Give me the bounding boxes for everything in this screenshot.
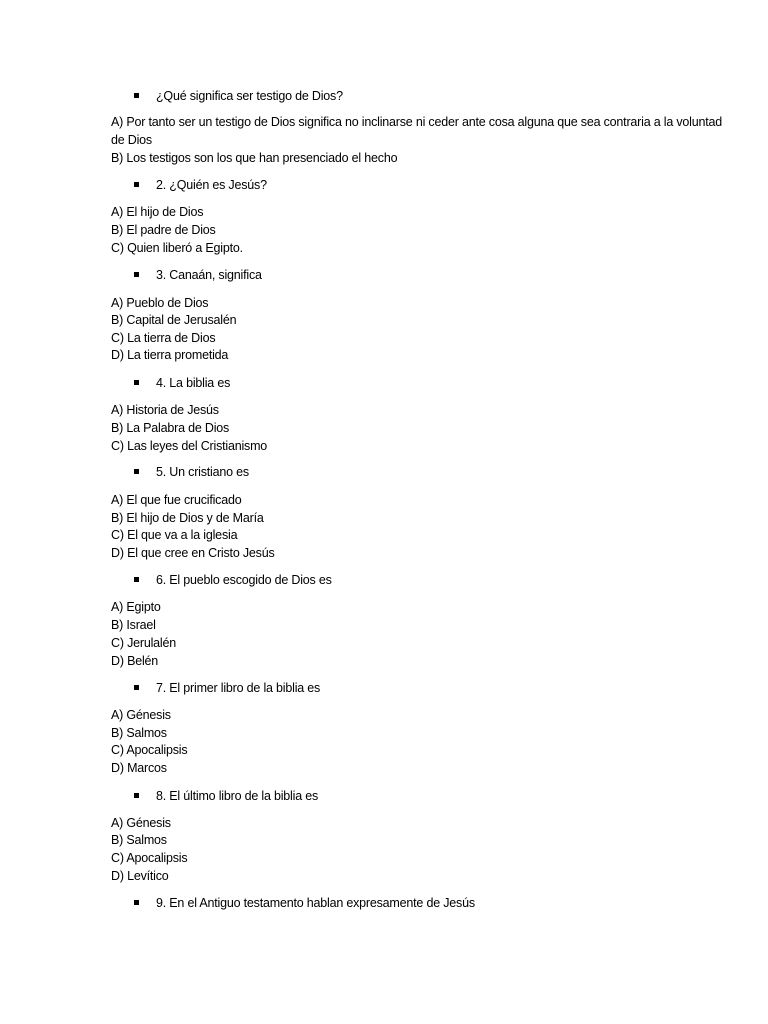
question-8 <box>134 787 318 805</box>
question-text: 3. Canaán, significa <box>156 268 262 282</box>
question-3 <box>134 266 262 284</box>
answer-line: C) La tierra de Dios <box>111 331 216 345</box>
question-9 <box>134 894 475 912</box>
bullet-icon <box>134 793 139 798</box>
answer-line: A) Historia de Jesús <box>111 403 219 417</box>
answer-line: D) El que cree en Cristo Jesús <box>111 546 275 560</box>
answer-line: B) El hijo de Dios y de María <box>111 511 264 525</box>
answer-line: B) Salmos <box>111 726 167 740</box>
answer-line: A) Pueblo de Dios <box>111 296 209 310</box>
answer-line: A) El que fue crucificado <box>111 493 242 507</box>
answer-line: C) Apocalipsis <box>111 851 188 865</box>
answer-line: D) Marcos <box>111 761 167 775</box>
question-text: ¿Qué significa ser testigo de Dios? <box>156 89 343 103</box>
answer-line: C) Quien liberó a Egipto. <box>111 241 243 255</box>
bullet-icon <box>134 577 139 582</box>
answer-line: D) Belén <box>111 654 159 668</box>
bullet-icon <box>134 469 139 474</box>
question-text: 4. La biblia es <box>156 376 231 390</box>
question-text: 7. El primer libro de la biblia es <box>156 681 321 695</box>
answer-line: C) El que va a la iglesia <box>111 528 238 542</box>
answer-line: A) Génesis <box>111 816 171 830</box>
bullet-icon <box>134 272 139 277</box>
answer-line: B) Israel <box>111 618 156 632</box>
answer-line: B) Salmos <box>111 833 167 847</box>
bullet-icon <box>134 380 139 385</box>
bullet-icon <box>134 182 139 187</box>
question-6 <box>134 571 332 589</box>
answer-line: C) Las leyes del Cristianismo <box>111 439 268 453</box>
question-text: 9. En el Antiguo testamento hablan expresamente de Jesús <box>156 896 475 910</box>
answer-line: de Dios <box>111 133 152 147</box>
answer-line: B) Los testigos son los que han presenciado el hecho <box>111 151 398 165</box>
answer-line: C) Jerulalén <box>111 636 176 650</box>
question-text: 5. Un cristiano es <box>156 465 249 479</box>
answer-line: A) Egipto <box>111 600 161 614</box>
question-text: 6. El pueblo escogido de Dios es <box>156 573 332 587</box>
answer-line: B) Capital de Jerusalén <box>111 313 237 327</box>
question-text: 2. ¿Quién es Jesús? <box>156 178 267 192</box>
bullet-icon <box>134 685 139 690</box>
question-2 <box>134 176 267 194</box>
bullet-icon <box>134 900 139 905</box>
answer-line: A) El hijo de Dios <box>111 205 204 219</box>
answer-line: B) La Palabra de Dios <box>111 421 230 435</box>
answer-line: A) Génesis <box>111 708 171 722</box>
question-text: 8. El último libro de la biblia es <box>156 789 319 803</box>
answer-line: D) Levítico <box>111 869 169 883</box>
question-7 <box>134 679 320 697</box>
answer-line: D) La tierra prometida <box>111 348 229 362</box>
question-5 <box>134 463 249 481</box>
answer-line: C) Apocalipsis <box>111 743 188 757</box>
question-1 <box>134 87 343 105</box>
answer-line: A) Por tanto ser un testigo de Dios significa no inclinarse ni ceder ante cosa alguna que sea contraria a la voluntad <box>111 115 723 129</box>
answer-line: B) El padre de Dios <box>111 223 216 237</box>
bullet-icon <box>134 93 139 98</box>
question-4 <box>134 374 230 392</box>
